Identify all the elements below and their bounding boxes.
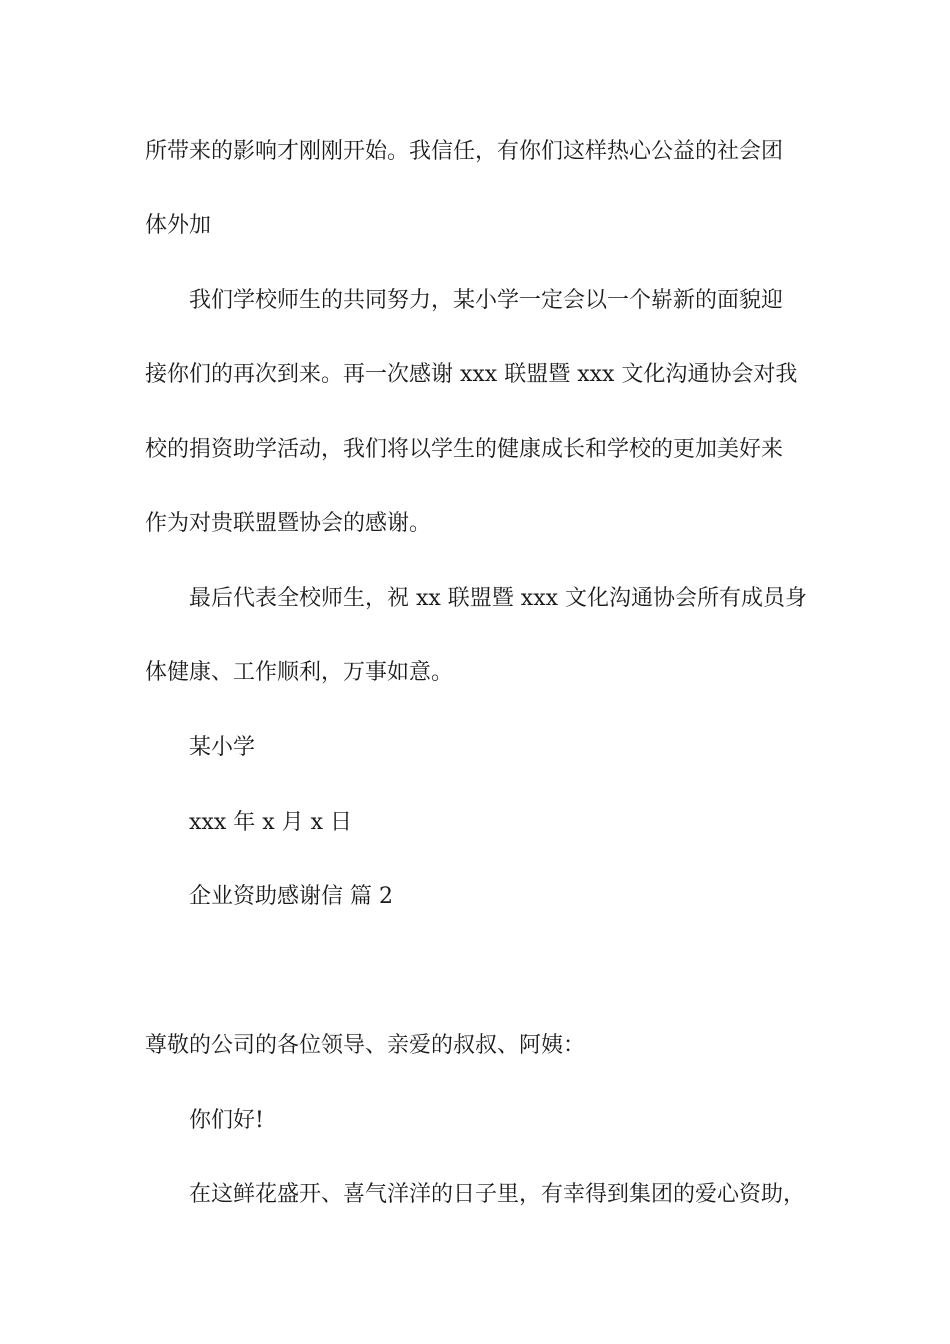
body-text-line: 在这鲜花盛开、喜气洋洋的日子里，有幸得到集团的爱心资助， <box>189 1182 806 1207</box>
body-text-line: 体外加 <box>145 213 212 238</box>
body-text-line: 校的捐资助学活动，我们将以学生的健康成长和学校的更加美好来 <box>145 437 784 462</box>
signature-date: xxx 年 x 月 x 日 <box>189 810 353 835</box>
salutation: 尊敬的公司的各位领导、亲爱的叔叔、阿姨： <box>145 1033 586 1058</box>
body-text-line: 体健康、工作顺利，万事如意。 <box>145 660 454 685</box>
body-text-line: 作为对贵联盟暨协会的感谢。 <box>145 511 432 536</box>
body-text-line: 最后代表全校师生，祝 xx 联盟暨 xxx 文化沟通协会所有成员身 <box>189 586 808 611</box>
body-text-line: 我们学校师生的共同努力，某小学一定会以一个崭新的面貌迎 <box>189 288 784 313</box>
body-text-line: 所带来的影响才刚刚开始。我信任，有你们这样热心公益的社会团 <box>145 139 784 164</box>
body-text-line: 接你们的再次到来。再一次感谢 xxx 联盟暨 xxx 文化沟通协会对我 <box>145 362 798 387</box>
greeting: 你们好! <box>189 1108 264 1133</box>
signature-school: 某小学 <box>189 735 256 760</box>
section-title: 企业资助感谢信 篇 2 <box>189 884 393 909</box>
